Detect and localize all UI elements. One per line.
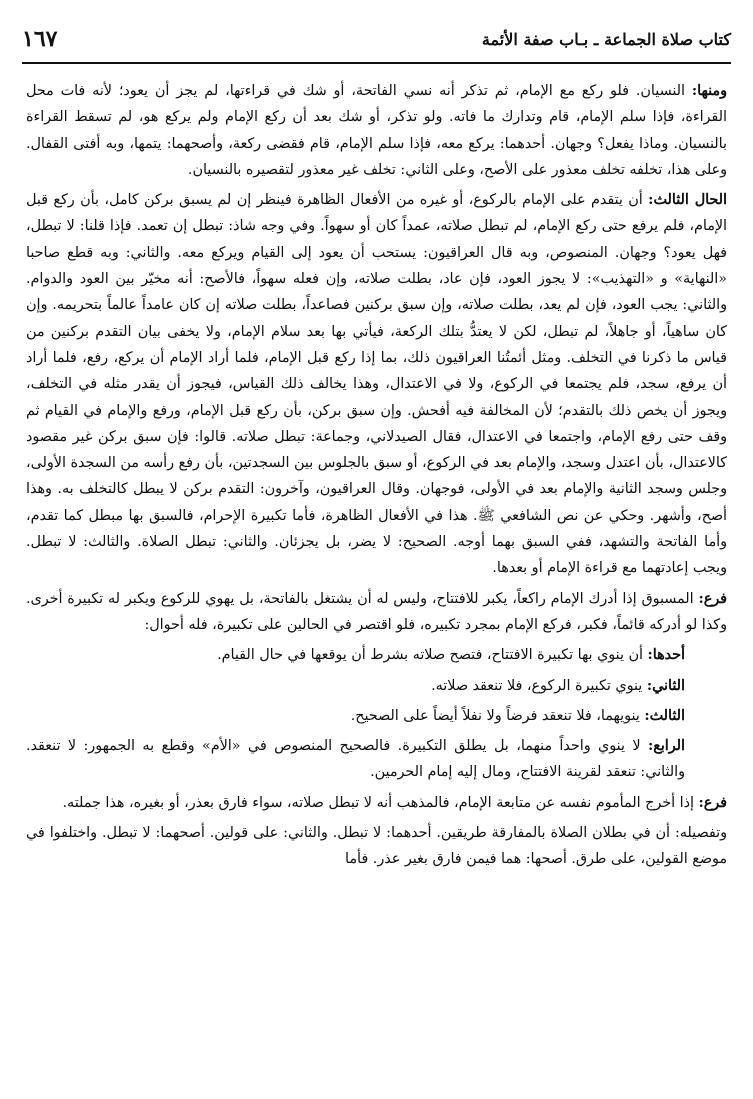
paragraph — [26, 733, 727, 786]
paragraph-lead: الثالث: — [644, 707, 685, 724]
paragraph-text: لا ينوي واحداً منهما، بل يطلق التكبيرة. فالصحيح المنصوص في «الأم» وقطع به الجمهور: لا تنعقد. والثاني: تنعقد لقرينة الافتتاح، ومال إليه إمام الحرمين. — [26, 738, 685, 781]
text-body — [26, 78, 727, 1088]
page-number: ١٦٧ — [22, 26, 58, 52]
paragraph — [26, 820, 727, 873]
paragraph-text: أن ينوي بها تكبيرة الافتتاح، فتصح صلاته بشرط أن يوقعها في حال القيام. — [217, 647, 648, 664]
paragraph-text: أن يتقدم على الإمام بالركوع، أو غيره من الأفعال الظاهرة فينظر إن لم يسبق بركن كامل، بأن ركع قبل الإمام، فلم يرفع حتى ركع الإمام، لم تبطل صلاته، عمداً كان أو سهواً. وفي وجه شاذ: تبطل إن تعمد. فإذا قلنا: لا تبطل، فهل يعود؟ وجهان. المنصوص، وبه قال العراقيون: يستحب أن يعود إلى القيام ويركع معه. والثاني: وبه قطع صاحبا «النهاية» و «التهذيب»: لا يجوز العود، فإن عاد، بطلت صلاته، وإن فعله سهواً، فالأصح: أنه مخيّر بين العود والدوام. والثاني: يجب العود، فإن لم يعد، بطلت صلاته، وإن سبق بركنين فصاعداً، بطلت صلاته إن كان عامداً عالماً بتحريمه. وإن كان ساهياً، أو جاهلاً، لم تبطل، لكن لا يعتدُّ بتلك الركعة، فيأتي بها بعد سلام الإمام، ولا يخفى بيان التقدم بركنين من قياس ما ذكرنا في التخلف. ومثل أئمتُنا العراقيون ذلك، بما إذا ركع قبل الإمام، فلما أراد الإمام أن يركع، رفع، فلما أراد أن يرفع، سجد، فلم يجتمعا في الركوع، ولا في الاعتدال، وهذا يخالف ذلك القياس، فيجوز أن يقدر مثله في التخلف، ويجوز أن يخص ذلك بالتقدم؛ لأن المخالفة فيه أفحش. وإن سبق بركن، بأن ركع قبل الإمام، ورفع والإمام في القيام ثم وقف حتى رفع الإمام، واجتمعا في الاعتدال، فقال الصيدلاني، وجماعة: تبطل صلاته. قالوا: فإن سبق بركن غير مقصود كالاعتدال، بأن اعتدل وسجد، والإمام بعد في الركوع، أو سبق بالجلوس بين السجدتين، بأن رفع رأسه من السجدة الأولى، وجلس وسجد الثانية والإمام بعد في الأولى، فوجهان. وقال العراقيون، وآخرون: التقدم بركن لا يبطل كالتخلف به. وهذا أصح، وأشهر. وحكي عن نص الشافعي ﷺ. هذا في الأفعال الظاهرة، فأما تكبيرة الإحرام، فالسبق بها مبطل كما تقدم، وأما الفاتحة والتشهد، ففي السبق بهما أوجه. الصحيح: لا يضر، بل يجزئان. والثاني: تبطل الصلاة. والثالث: لا تبطل. ويجب إعادتهما مع قراءة الإمام أو بعدها. — [26, 192, 727, 577]
paragraph-lead: أحدها: — [647, 647, 685, 664]
paragraph-lead: فرع: — [698, 794, 727, 811]
chapter-title: كتاب صلاة الجماعة ـ بـاب صفة الأئمة — [481, 30, 731, 49]
paragraph — [26, 586, 727, 639]
paragraph — [26, 703, 727, 729]
paragraph-text: إذا أخرج المأموم نفسه عن متابعة الإمام، فالمذهب أنه لا تبطل صلاته، سواء فارق بعذر، أو بغيره، هذا جملته. — [62, 794, 699, 811]
paragraph-text: النسيان. فلو ركع مع الإمام، ثم تذكر أنه نسي الفاتحة، أو شك في قراءتها، لم يجز أن يعود؛ لأنه فات محل القراءة، فإذا سلم الإمام، قام وتدارك ما فاته. ولو تذكر، أو شك بعد أن ركع الإمام ولم يركع هو، لم تسقط القراءة بالنسيان. وماذا يفعل؟ وجهان. أحدهما: يركع معه، فإذا سلم الإمام، قام فقضى ركعة، وأصحهما: يتمها، وبه أفتى القفال. وعلى هذا، تخلفه تخلف معذور على الأصح، وعلى الثاني: تخلف غير معذور لتقصيره بالنسيان. — [26, 83, 727, 178]
paragraph — [26, 78, 727, 183]
paragraph-text: وتفصيله: أن في بطلان الصلاة بالمفارقة طريقين. أحدهما: لا تبطل. والثاني: على قولين. أصحهما: لا تبطل. واختلفوا في موضع القولين، على طرق. أصحها: هما فيمن فارق بغير عذر. فأما — [26, 825, 727, 868]
paragraph — [26, 642, 727, 668]
paragraph-text: ينويهما، فلا تنعقد فرضاً ولا نفلاً أيضاً على الصحيح. — [350, 707, 645, 724]
paragraph-lead: فرع: — [698, 590, 727, 607]
paragraph-lead: الرابع: — [647, 738, 685, 755]
running-header — [22, 22, 731, 64]
paragraph-text: ينوي تكبيرة الركوع، فلا تنعقد صلاته. — [431, 677, 647, 694]
paragraph — [26, 790, 727, 816]
paragraph-lead: ومنها: — [691, 83, 727, 99]
paragraph-lead: الحال الثالث: — [648, 192, 727, 209]
paragraph-text: المسبوق إذا أدرك الإمام راكعاً، يكبر للافتتاح، وليس له أن يشتغل بالفاتحة، بل يهوي للركوع ويكبر له تكبيرة أخرى. وكذا لو أدركه قائماً، فكبر، فركع الإمام بمجرد تكبيره، فلو اقتصر في الحالين على تكبيرة، فله أحوال: — [26, 590, 727, 633]
paragraph-lead: الثاني: — [646, 677, 685, 694]
paragraph — [26, 673, 727, 699]
paragraph — [26, 187, 727, 581]
